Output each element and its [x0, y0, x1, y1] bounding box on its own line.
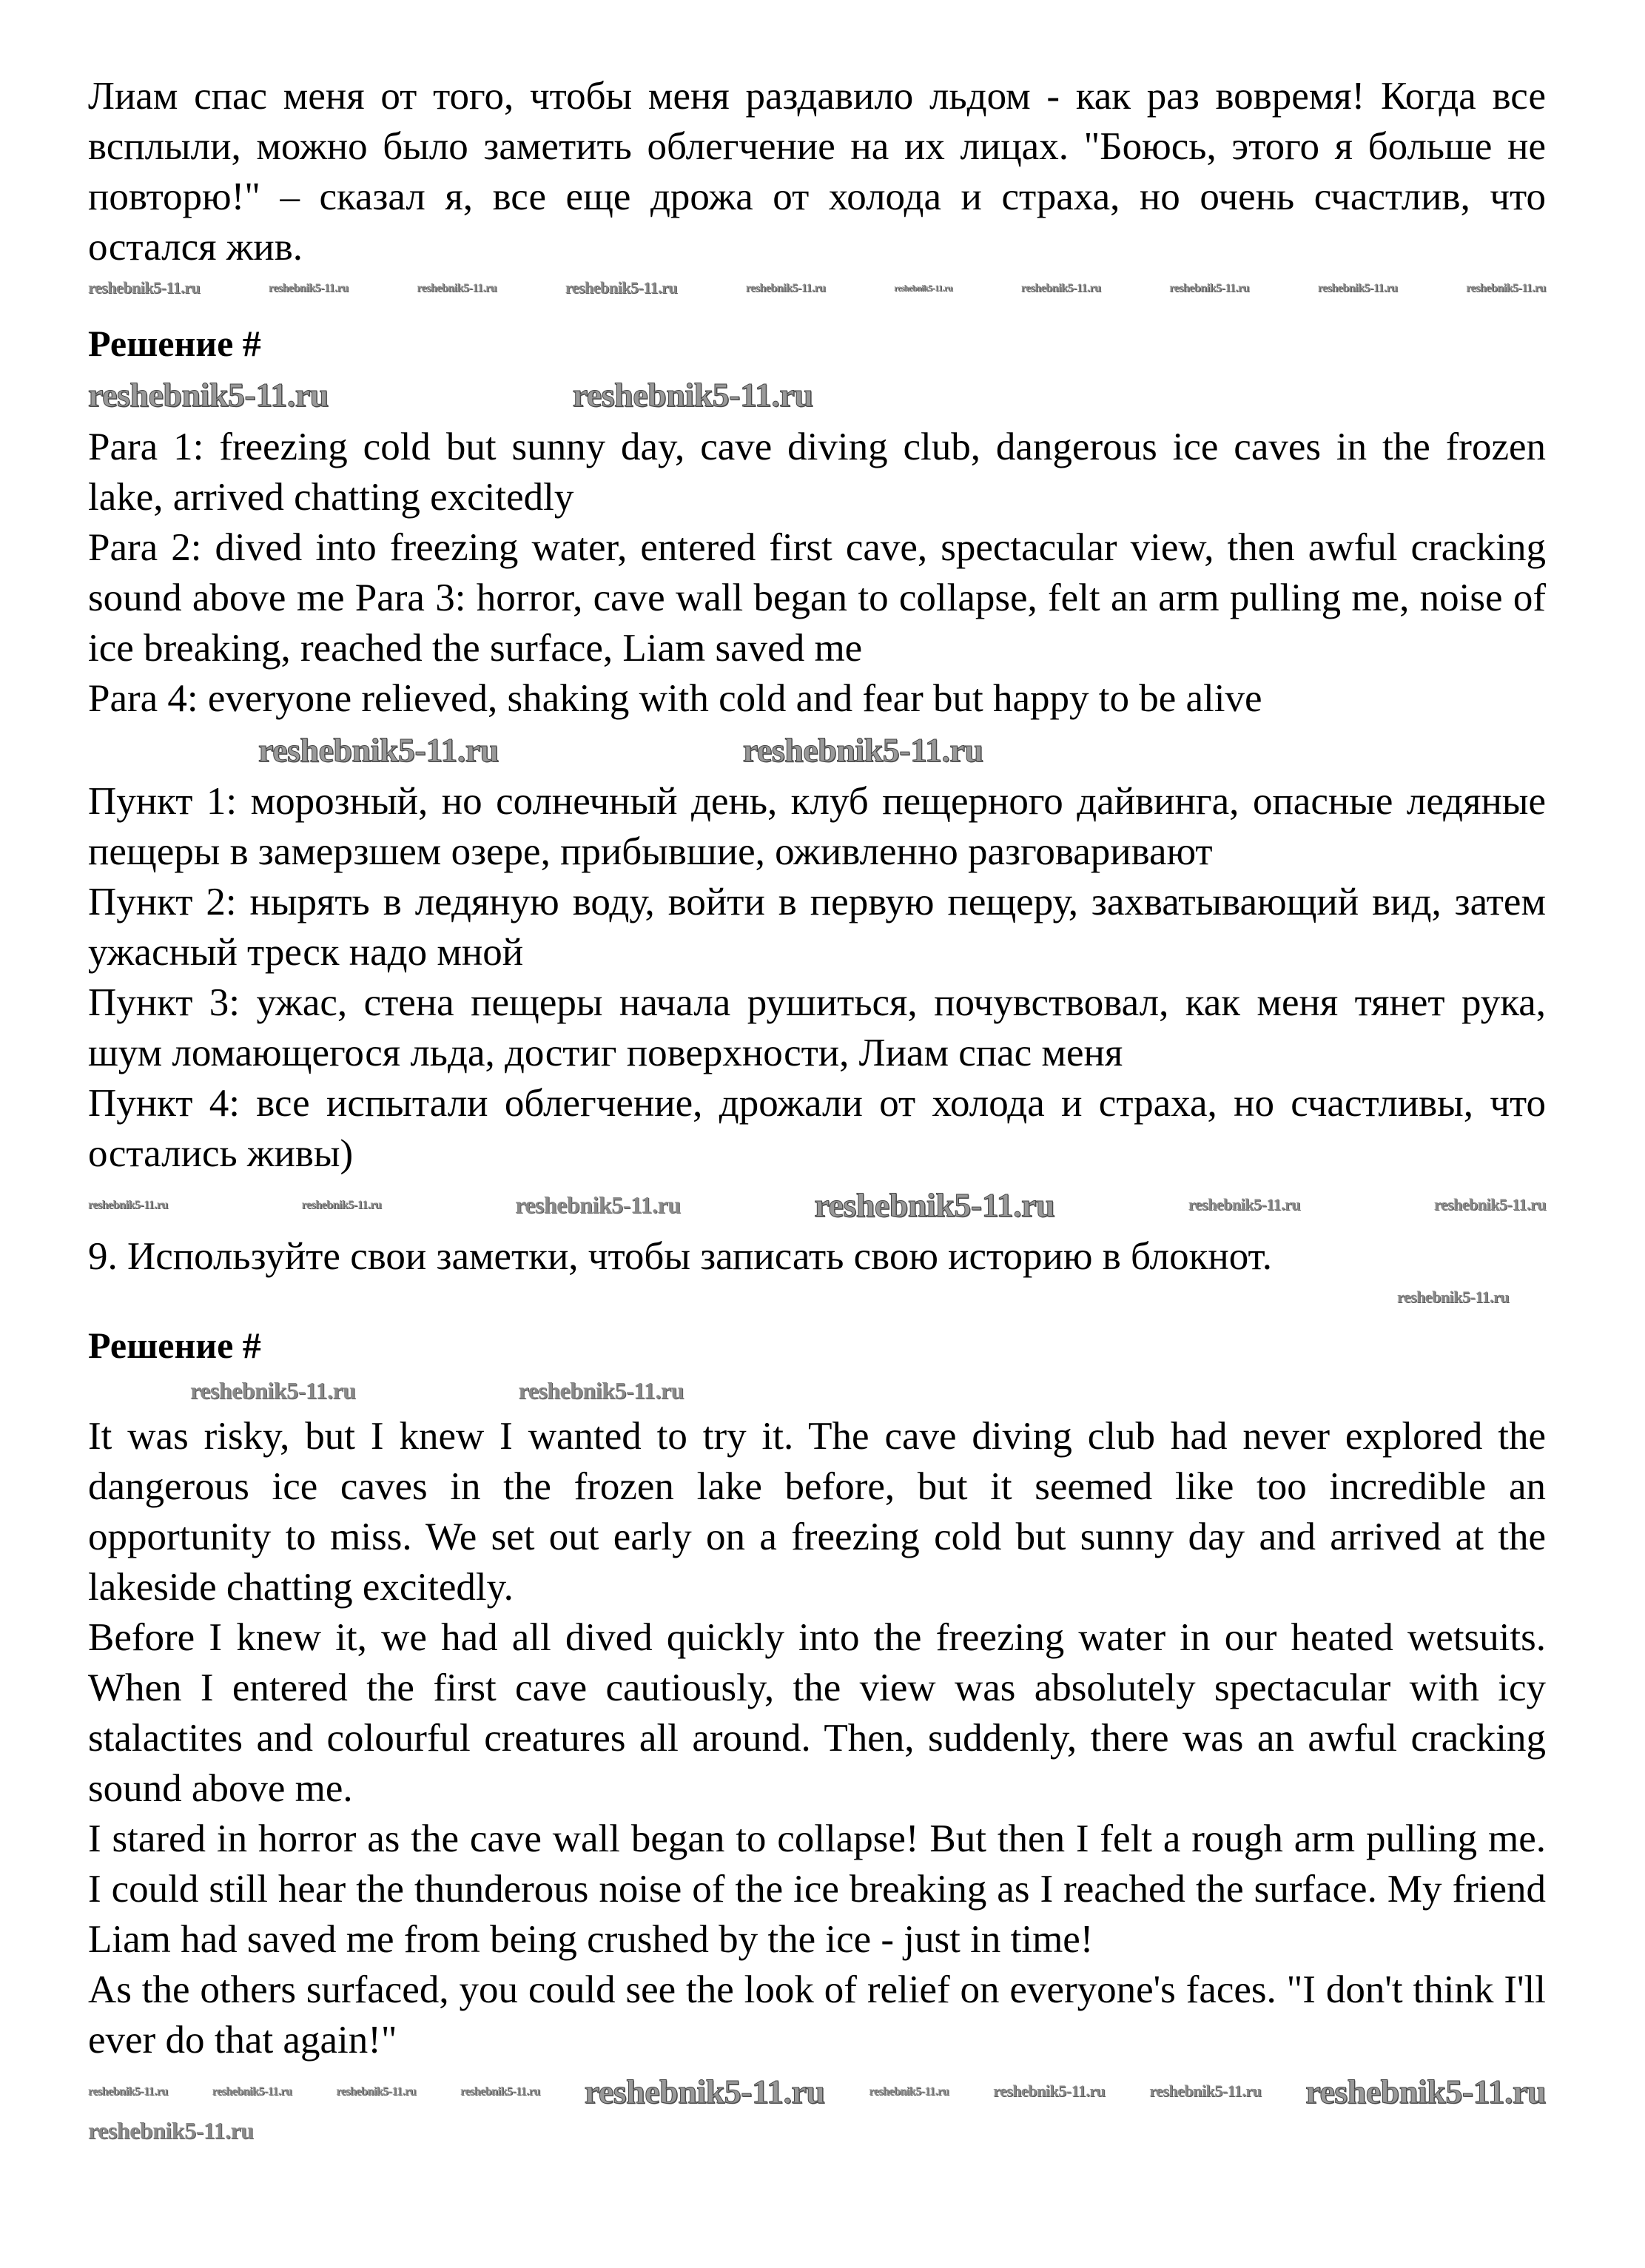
- watermark-row: [88, 1370, 1546, 1410]
- story-paragraph: As the others surfaced, you could see the look of relief on everyone's faces. "I don't think I'll ever do that again!": [88, 1968, 1546, 2062]
- watermark: reshebnik5-11.ru: [894, 283, 952, 293]
- english-story: [88, 1411, 1546, 2065]
- watermark: reshebnik5-11.ru: [1433, 1195, 1546, 1214]
- watermark: reshebnik5-11.ru: [417, 281, 497, 295]
- watermark: reshebnik5-11.ru: [745, 281, 826, 295]
- watermark: reshebnik5-11.ru: [584, 2072, 825, 2110]
- watermark: reshebnik5-11.ru: [88, 2084, 168, 2098]
- note-punkt-4: Пункт 4: все испытали облегчение, дрожали от холода и страха, но счастливы, что остались живы): [88, 1081, 1546, 1175]
- watermark: reshebnik5-11.ru: [1305, 2072, 1546, 2110]
- watermark: reshebnik5-11.ru: [869, 2084, 949, 2098]
- watermark: reshebnik5-11.ru: [88, 2116, 254, 2144]
- note-para-2-3: Para 2: dived into freezing water, entered first cave, spectacular view, then awful cracking sound above me Para 3: horror, cave wall began to collapse, felt an arm pulling me, noise of ice breaking, reached the surface, Liam saved me: [88, 525, 1546, 670]
- note-punkt-3: Пункт 3: ужас, стена пещеры начала рушиться, почувствовал, как меня тянет рука, шум ломающегося льда, достиг поверхности, Лиам спас меня: [88, 980, 1546, 1074]
- note-punkt-2: Пункт 2: нырять в ледяную воду, войти в первую пещеру, захватывающий вид, затем ужасный треск надо мной: [88, 880, 1546, 974]
- watermark: reshebnik5-11.ru: [1188, 1195, 1301, 1214]
- watermark: reshebnik5-11.ru: [88, 376, 329, 414]
- watermark: reshebnik5-11.ru: [1169, 281, 1249, 295]
- watermark-row: [88, 369, 1546, 421]
- paragraph: Лиам спас меня от того, чтобы меня раздавило льдом - как раз вовремя! Когда все всплыли, можно было заметить облегчение на их лицах. "Боюсь, этого я больше не повторю!" – сказал я, все еще дрожа от холода и страха, но очень счастлив, что остался жив.: [88, 75, 1546, 269]
- watermark: reshebnik5-11.ru: [88, 1198, 168, 1211]
- note-para-4: Para 4: everyone relieved, shaking with cold and fear but happy to be alive: [88, 676, 1262, 720]
- solution-heading-2: Решение #: [88, 1325, 261, 1367]
- russian-story-ending: [88, 71, 1546, 272]
- watermark: reshebnik5-11.ru: [258, 730, 499, 769]
- solution-heading: Решение #: [88, 323, 261, 365]
- watermark: reshebnik5-11.ru: [1396, 1287, 1509, 1306]
- watermark: reshebnik5-11.ru: [1020, 281, 1101, 295]
- watermark: reshebnik5-11.ru: [1317, 281, 1398, 295]
- watermark-row: [88, 272, 1546, 303]
- watermark: reshebnik5-11.ru: [993, 2082, 1106, 2101]
- watermark-row: [88, 2065, 1546, 2151]
- task-text: 9. Используйте свои заметки, чтобы записать свою историю в блокнот.: [88, 1234, 1272, 1278]
- watermark-row: [88, 1282, 1546, 1313]
- story-paragraph: I stared in horror as the cave wall began to collapse! But then I felt a rough arm pulling me. I could still hear the thunderous noise of the ice breaking as I reached the surface. My friend Liam had saved me from being crushed by the ice - just in time!: [88, 1817, 1546, 1961]
- note-punkt-1: Пункт 1: морозный, но солнечный день, клуб пещерного дайвинга, опасные ледяные пещеры в замерзшем озере, прибывшие, оживленно разговаривают: [88, 779, 1546, 873]
- story-paragraph: Before I knew it, we had all dived quickly into the freezing water in our heated wetsuits. When I entered the first cave cautiously, the view was absolutely spectacular with icy stalactites and colourful creatures all around. Then, suddenly, there was an awful cracking sound above me.: [88, 1615, 1546, 1810]
- watermark: reshebnik5-11.ru: [572, 376, 813, 414]
- watermark: reshebnik5-11.ru: [268, 281, 349, 295]
- note-para-1: Para 1: freezing cold but sunny day, cave diving club, dangerous ice caves in the frozen lake, arrived chatting excitedly: [88, 425, 1546, 519]
- watermark: reshebnik5-11.ru: [742, 730, 983, 769]
- russian-notes: [88, 776, 1546, 1179]
- watermark: reshebnik5-11.ru: [814, 1185, 1055, 1224]
- watermark-row: [88, 1179, 1546, 1231]
- watermark: reshebnik5-11.ru: [212, 2084, 292, 2098]
- story-paragraph: It was risky, but I knew I wanted to try it. The cave diving club had never explored the dangerous ice caves in the frozen lake before, but it seemed like too incredible an opportunity to miss. We set out early on a freezing cold but sunny day and arrived at the lakeside chatting excitedly.: [88, 1414, 1546, 1609]
- watermark: reshebnik5-11.ru: [336, 2084, 417, 2098]
- watermark: reshebnik5-11.ru: [518, 1377, 684, 1404]
- english-notes: [88, 422, 1546, 724]
- watermark: reshebnik5-11.ru: [515, 1191, 681, 1219]
- watermark: reshebnik5-11.ru: [301, 1198, 382, 1211]
- watermark-row: [88, 724, 1546, 776]
- watermark: reshebnik5-11.ru: [1466, 281, 1546, 295]
- watermark: reshebnik5-11.ru: [565, 278, 677, 297]
- watermark: reshebnik5-11.ru: [190, 1377, 356, 1404]
- task-9: [88, 1231, 1546, 1282]
- watermark: reshebnik5-11.ru: [1149, 2082, 1262, 2101]
- watermark: reshebnik5-11.ru: [88, 278, 201, 297]
- watermark: reshebnik5-11.ru: [460, 2084, 540, 2098]
